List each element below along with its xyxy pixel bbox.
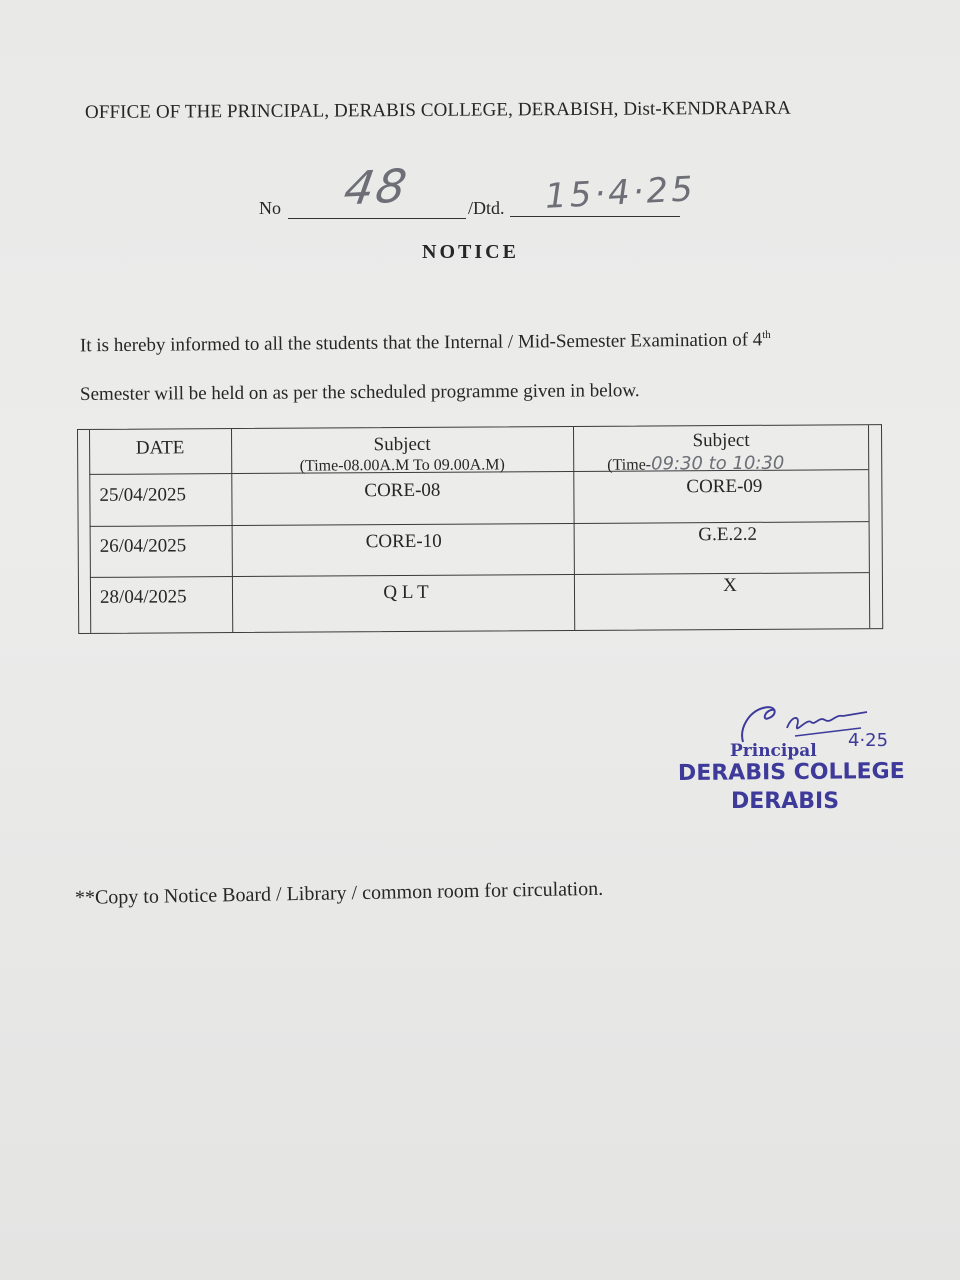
row3-slot1: Q L T [383,581,429,604]
reference-date-handwritten: 15·4·25 [544,169,697,217]
signature-date: 4·25 [848,730,889,751]
stamp-role: Principal [730,741,817,761]
header-subject-1-time: (Time-08.00A.M To 09.00A.M) [299,456,505,475]
row2-slot2: G.E.2.2 [698,523,758,546]
handwritten-time: 09:30 to 10:30 [651,452,785,475]
table-left-inner-border [89,430,91,633]
row3-slot2: X [723,574,737,597]
row1-slot2: CORE-09 [686,475,763,498]
office-header: OFFICE OF THE PRINCIPAL, DERABIS COLLEGE, DERABISH, Dist-KENDRAPARA [84,97,791,123]
reference-no-underline [288,218,466,219]
row1-slot1: CORE-08 [364,479,441,502]
reference-date-label: /Dtd. [468,198,505,218]
schedule-table [77,424,883,634]
header-subject-1: Subject [373,433,431,456]
row3-date: 28/04/2025 [99,586,187,608]
body-line-2: Semester will be held on as per the scheduled programme given in below. [79,380,640,405]
header-date: DATE [135,437,185,459]
reference-no-label: No [259,198,281,218]
stamp-place: DERABIS [731,789,840,814]
copy-note: **Copy to Notice Board / Library / common room for circulation. [74,877,604,909]
row2-date: 26/04/2025 [99,535,187,557]
table-divider-date [231,429,233,632]
reference-date-underline [510,216,680,217]
header-subject-2-time: (Time-09:30 to 10:30 [607,452,785,475]
reference-no-handwritten: 48 [340,158,413,216]
notice-title: NOTICE [422,241,519,263]
body-line-1: It is hereby informed to all the students that the Internal / Mid-Semester Examination of 4th [79,328,771,357]
table-right-inner-border [868,425,870,628]
row2-slot1: CORE-10 [365,530,442,553]
stamp-college-name: DERABIS COLLEGE [677,759,905,786]
table-divider-subject [573,427,575,630]
table-row-line [90,572,869,578]
header-subject-2: Subject [692,429,750,452]
row1-date: 25/04/2025 [99,484,187,506]
